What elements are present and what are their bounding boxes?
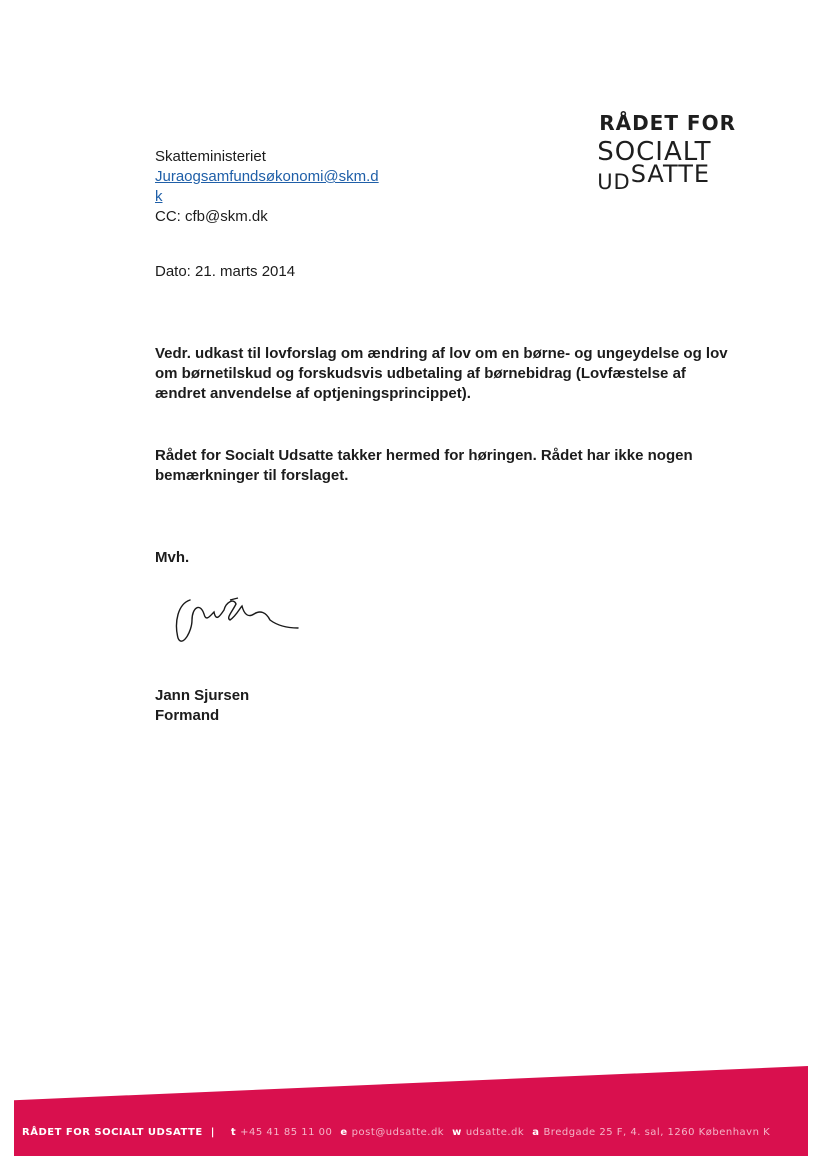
recipient-cc: CC: cfb@skm.dk bbox=[155, 208, 268, 225]
footer-band bbox=[14, 1066, 808, 1156]
signer-block bbox=[155, 686, 249, 726]
footer-org: RÅDET FOR SOCIALT UDSATTE bbox=[22, 1127, 203, 1138]
recipient-block bbox=[155, 147, 385, 227]
letter-body: Rådet for Socialt Udsatte takker hermed for høringen. Rådet har ikke nogen bemærkninger til forslaget. bbox=[155, 447, 693, 484]
recipient-name: Skatteministeriet bbox=[155, 148, 266, 165]
signer-title: Formand bbox=[155, 707, 220, 724]
letter-date: Dato: 21. marts 2014 bbox=[155, 263, 296, 280]
logo-line-2: SOCIALT bbox=[597, 137, 712, 167]
letter-subject: Vedr. udkast til lovforslag om ændring af lov om en børne- og ungeydelse og lov om børnetilskud og forskudsvis udbetaling af børnebidrag (Lovfæstelse af ændret anvendelse af optjeningsprincippet). bbox=[155, 345, 728, 402]
footer-email[interactable]: post@udsatte.dk bbox=[351, 1127, 445, 1138]
logo-line-1: RÅDET FOR bbox=[599, 111, 736, 135]
recipient-email-link[interactable]: Juraogsamfundsøkonomi@skm.dk bbox=[155, 168, 379, 205]
footer-address: Bredgade 25 F, 4. sal, 1260 København K bbox=[543, 1127, 771, 1138]
footer-contact-line: RÅDET FOR SOCIALT UDSATTE | t +45 41 85 11 00 e post@udsatte.dk w udsatte.dk a Bredgade 25 F, 4. sal, 1260 København K bbox=[22, 1127, 771, 1138]
letter-closing: Mvh. bbox=[155, 549, 190, 566]
logo-line-3: UDSATTE bbox=[597, 160, 711, 194]
council-logo bbox=[597, 113, 736, 193]
footer-website[interactable]: udsatte.dk bbox=[465, 1127, 525, 1138]
handwritten-signature bbox=[170, 592, 310, 652]
footer-separator: | bbox=[210, 1127, 215, 1138]
footer-phone: +45 41 85 11 00 bbox=[240, 1127, 333, 1138]
signer-name: Jann Sjursen bbox=[155, 687, 250, 704]
